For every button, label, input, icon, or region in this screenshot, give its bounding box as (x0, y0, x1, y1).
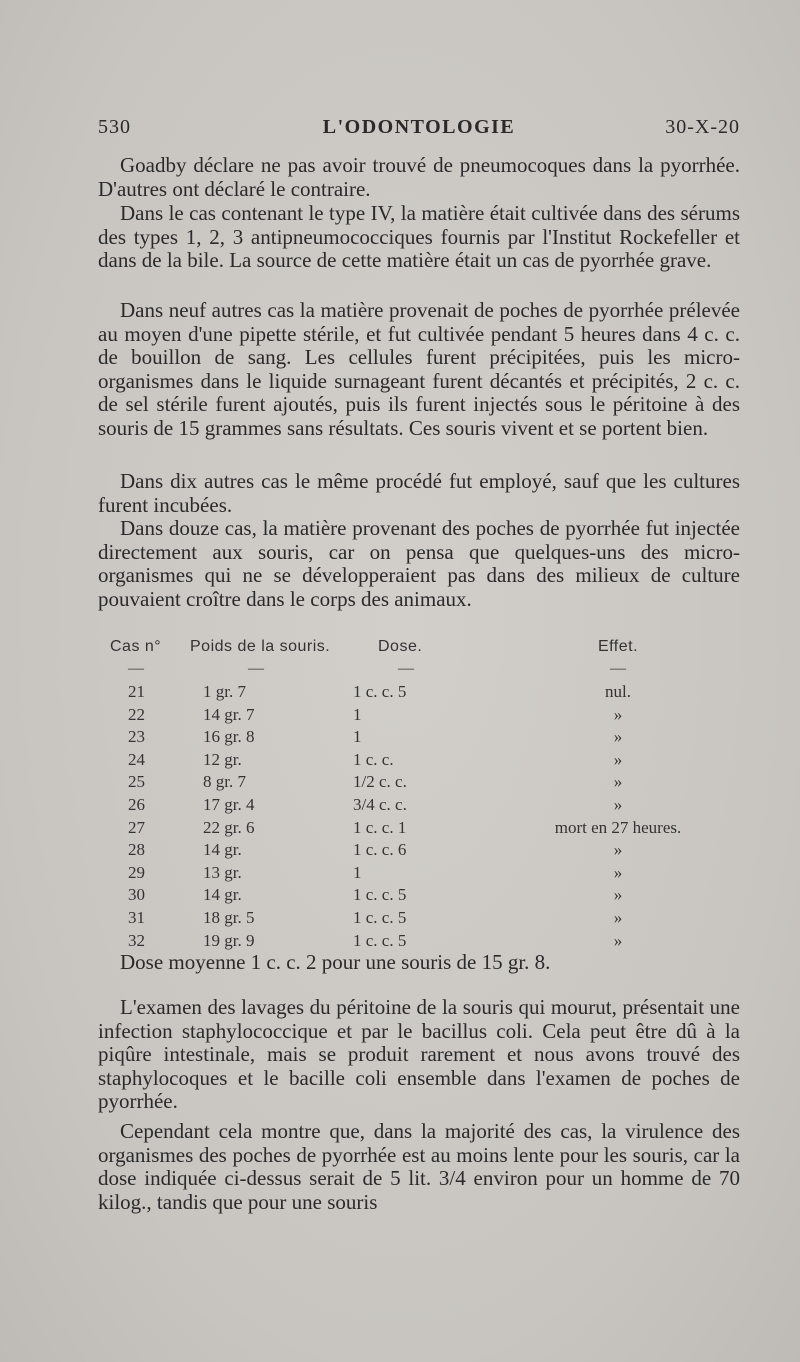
cell-effet: mort en 27 heures. (554, 817, 682, 837)
header-dose: Dose. (378, 638, 423, 655)
cell-effet: » (613, 862, 623, 882)
cell-cas: 32 (128, 930, 145, 950)
cell-poids: 8 gr. 7 (203, 772, 246, 792)
cell-cas: 28 (128, 840, 145, 860)
cell-dose: 1 c. c. 5 (353, 907, 407, 927)
cell-effet: nul. (605, 682, 631, 701)
running-header (98, 116, 740, 140)
cell-poids: 14 gr. 7 (203, 704, 255, 724)
paragraph-neuf-cas: Dans neuf autres cas la matière provenait de poches de pyorrhée prélevée au moyen d'une pipette stérile, et fut cultivée pendant 5 heures dans 4 c. c. de bouillon de sang. Les cellules furent précipitées, puis les micro-organismes dans le liquide surnageant furent décantés et précipités, 2 c. c. de sel stérile furent ajoutés, puis ils furent injectés sous le péritoine à des souris de 15 grammes sans résultats. Ces souris vivent et se portent bien. (98, 298, 740, 440)
paragraph-goadby: Goadby déclare ne pas avoir trouvé de pneumocoques dans la pyorrhée. D'autres ont déclaré le contraire. (98, 153, 740, 201)
table-row (98, 750, 740, 773)
cell-dose: 1 c. c. (353, 749, 394, 769)
cell-poids: 18 gr. 5 (203, 907, 255, 927)
cell-cas: 29 (128, 862, 145, 882)
paragraph-douze-cas: Dans douze cas, la matière provenant des poches de pyorrhée fut injectée directement aux souris, car on pensa que quelques-uns des micro-organismes qui ne se développeraient pas dans des milieux de culture pouvaient croître dans le corps des animaux. (98, 516, 740, 611)
table-body (98, 682, 740, 953)
cell-effet: » (613, 930, 623, 950)
dash-effet: — (610, 660, 626, 677)
cell-cas: 31 (128, 907, 145, 927)
cell-effet: » (613, 885, 623, 905)
table-row (98, 885, 740, 908)
cell-poids: 14 gr. (203, 840, 242, 860)
header-poids: Poids de la souris. (190, 638, 331, 655)
header-rule (98, 660, 740, 682)
cell-effet: » (613, 727, 623, 747)
paragraph-cependant: Cependant cela montre que, dans la majorité des cas, la virulence des organismes des poches de pyorrhée est au moins lente pour les souris, car la dose indiquée ci-dessus serait de 5 lit. 3/4 environ pour un homme de 70 kilog., tandis que pour une souris (98, 1119, 740, 1214)
cell-effet: » (613, 840, 623, 860)
table-row (98, 705, 740, 728)
table-row (98, 818, 740, 841)
cell-cas: 21 (128, 682, 145, 701)
dash-poids: — (248, 660, 264, 677)
cell-poids: 1 gr. 7 (203, 682, 246, 701)
cell-dose: 1 c. c. 1 (353, 817, 407, 837)
dash-dose: — (398, 660, 414, 677)
page-number: 530 (98, 116, 131, 138)
table-row (98, 727, 740, 750)
cell-poids: 12 gr. (203, 749, 242, 769)
dose-summary: Dose moyenne 1 c. c. 2 pour une souris de 15 gr. 8. (120, 950, 551, 974)
cell-cas: 27 (128, 817, 145, 837)
cell-cas: 30 (128, 885, 145, 905)
cell-poids: 22 gr. 6 (203, 817, 255, 837)
cell-effet: » (613, 907, 623, 927)
cell-dose: 1 c. c. 5 (353, 885, 407, 905)
cell-dose: 3/4 c. c. (353, 794, 407, 814)
cell-effet: » (613, 794, 623, 814)
journal-title: L'ODONTOLOGIE (322, 116, 516, 138)
cell-cas: 25 (128, 772, 145, 792)
table-row (98, 908, 740, 931)
cell-effet: » (613, 749, 623, 769)
cell-dose: 1 c. c. 5 (353, 930, 407, 950)
cell-cas: 26 (128, 794, 145, 814)
cell-dose: 1 (353, 727, 362, 747)
paragraph-dix-cas: Dans dix autres cas le même procédé fut employé, sauf que les cultures furent incubées. (98, 469, 740, 517)
issue-date: 30-X-20 (665, 116, 740, 138)
table-header (98, 638, 740, 660)
cell-effet: » (613, 772, 623, 792)
cell-effet: » (613, 704, 623, 724)
cell-cas: 23 (128, 727, 145, 747)
cell-dose: 1 c. c. 5 (353, 682, 407, 701)
results-table (98, 638, 740, 953)
table-row (98, 863, 740, 886)
paragraph-examen: L'examen des lavages du péritoine de la souris qui mourut, présentait une infection staphylococcique et par le bacillus coli. Cela peut être dû à la piqûre intestinale, mais se produit rarement et nous avons trouvé des staphylocoques et le bacille coli ensemble dans l'examen de poches de pyorrhée. (98, 995, 740, 1114)
cell-poids: 16 gr. 8 (203, 727, 255, 747)
cell-dose: 1/2 c. c. (353, 772, 407, 792)
cell-poids: 13 gr. (203, 862, 242, 882)
paragraph-type-iv: Dans le cas contenant le type IV, la matière était cultivée dans des sérums des types 1, 2, 3 antipneumococciques fournis par l'Institut Rockefeller et dans de la bile. La source de cette matière était un cas de pyorrhée grave. (98, 201, 740, 273)
dash-cas: — (128, 660, 144, 677)
header-effet: Effet. (597, 638, 639, 655)
cell-poids: 19 gr. 9 (203, 930, 255, 950)
table-row (98, 840, 740, 863)
cell-cas: 24 (128, 749, 145, 769)
table-row (98, 795, 740, 818)
table-row (98, 682, 740, 705)
cell-poids: 14 gr. (203, 885, 242, 905)
cell-dose: 1 (353, 862, 362, 882)
cell-dose: 1 (353, 704, 362, 724)
table-row (98, 772, 740, 795)
cell-poids: 17 gr. 4 (203, 794, 255, 814)
cell-cas: 22 (128, 704, 145, 724)
cell-dose: 1 c. c. 6 (353, 840, 407, 860)
header-cas: Cas n° (110, 638, 162, 655)
